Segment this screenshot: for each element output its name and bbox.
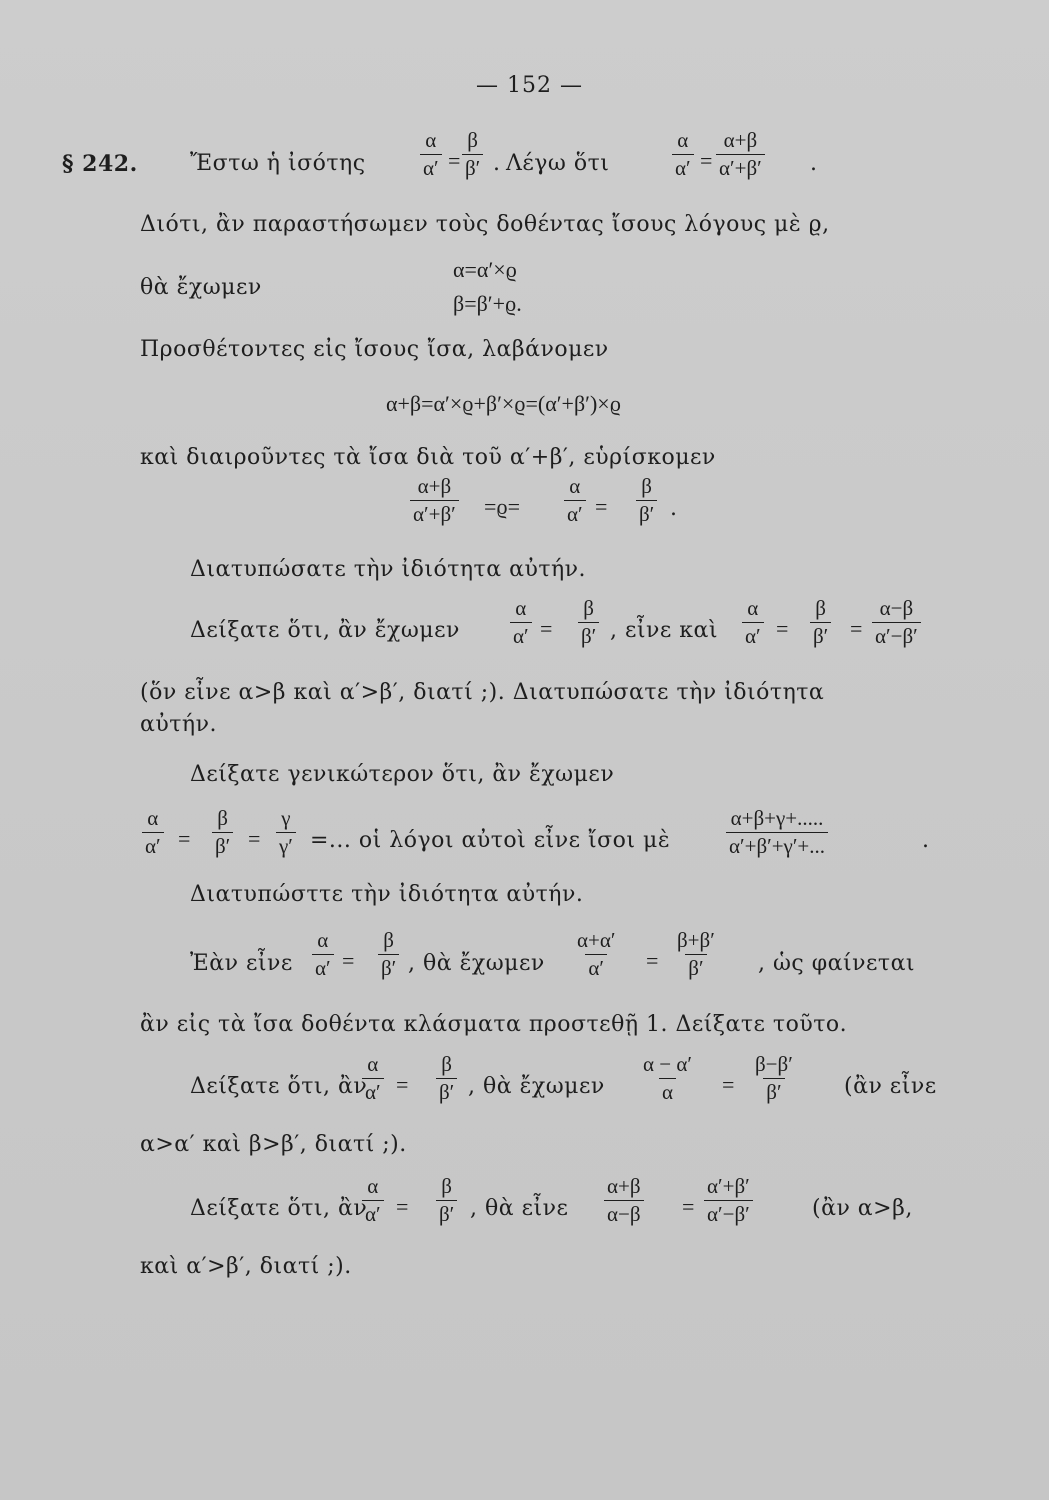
equals-sign: = [700,148,713,173]
fraction: $\frac{\beta}{\beta'}$ [436,1054,457,1103]
fraction: $\frac{\alpha-\beta}{\alpha'-\beta'}$ [872,598,921,647]
fraction: $\frac{\alpha}{\alpha'}$ [420,130,442,179]
equation: α+β=α′×ϱ+β′×ϱ=(α′+β′)×ϱ [386,391,621,416]
section-number: § 242. [62,151,138,177]
section-intro: Ἔστω ἡ ἰσότης [190,151,366,176]
fraction: $\frac{\beta}{\beta'}$ [578,598,599,647]
paragraph-line: Δείξατε γενικώτερον ὅτι, ἂν ἔχωμεν [190,762,615,787]
equals-sign: = [776,616,789,641]
equals-sign: = [396,1194,409,1219]
paragraph-line: αὐτήν. [140,712,217,737]
connector-text: Ἐὰν εἶνε [190,951,293,976]
fraction: $\frac{\beta-\beta'}{\beta'}$ [755,1052,793,1104]
equals-sign: = [178,826,191,851]
punctuation: . [810,151,818,176]
punctuation: . [922,828,930,853]
paragraph-line: Διατυπώσατε τὴν ἰδιότητα αὐτήν. [190,557,587,582]
fraction: $\frac{\alpha - \alpha'}{\alpha}$ [643,1052,692,1104]
fraction: $\frac{\beta}{\beta'}$ [212,808,233,857]
claim-text: Λέγω ὅτι [506,151,610,176]
connector-text: , θὰ ἔχωμεν [468,1074,605,1099]
connector-text: , ὡς φαίνεται [758,951,916,976]
fraction: $\frac{\alpha}{\alpha'}$ [742,598,764,647]
fraction: $\frac{\alpha+\alpha'}{\alpha'}$ [577,928,616,980]
equals-sign: = [396,1072,409,1097]
page-number: — 152 — [476,73,583,98]
equals-sign: = [248,826,261,851]
paragraph-line: θὰ ἔχωμεν [140,275,262,300]
equation: β=β′+ϱ. [453,291,522,316]
paragraph-line: καὶ α′>β′, διατί ;). [140,1254,352,1279]
fraction: $\frac{\alpha}{\alpha'}$ [510,598,532,647]
fraction: $\frac{\alpha+\beta}{\alpha'+\beta'}$ [410,476,459,525]
fraction: $\frac{\alpha'+\beta'}{\alpha'-\beta'}$ [704,1176,753,1225]
connector-text: (ἂν εἶνε [844,1074,937,1099]
fraction: $\frac{\gamma}{\gamma'}$ [276,808,296,857]
fraction: $\frac{\beta+\beta'}{\beta'}$ [677,928,715,980]
fraction: $\frac{\alpha+\beta+\gamma+.....}{\alpha'+\beta'+\gamma'+...}$ [726,808,828,857]
fraction: $\frac{\beta}{\beta'}$ [378,930,399,979]
paragraph-line: ἂν εἰς τὰ ἴσα δοθέντα κλάσματα προστεθῇ 1. Δείξατε τοῦτο. [140,1012,848,1037]
equals-sign: = [540,616,553,641]
equals-sign: = [850,616,863,641]
fraction: $\frac{\alpha}{\alpha'}$ [312,930,334,979]
paragraph-line: Προσθέτοντες εἰς ἴσους ἴσα, λαβάνομεν [140,337,609,362]
paragraph-line: (ὅν εἶνε α>β καὶ α′>β′, διατί ;). Διατυπώσατε τὴν ἰδιότητα [140,680,825,705]
connector-text: , εἶνε καὶ [610,618,719,643]
equals-sign: = [342,948,355,973]
connector-text: , θὰ εἶνε [470,1196,569,1221]
equals-sign: = [682,1194,695,1219]
connector-text: Δείξατε ὅτι, ἂν [190,1196,368,1221]
equals-sign: = [595,494,608,519]
punctuation: . [493,151,501,176]
connector-text: =... οἱ λόγοι αὐτοὶ εἶνε ἴσοι μὲ [310,828,671,853]
paragraph-line: α>α′ καὶ β>β′, διατί ;). [140,1132,407,1157]
fraction: $\frac{\alpha}{\alpha'}$ [362,1176,384,1225]
fraction: $\frac{\beta}{\beta'}$ [462,130,483,179]
connector-text: , θὰ ἔχωμεν [408,951,545,976]
fraction: $\frac{\alpha+\beta}{\alpha-\beta}$ [604,1176,644,1225]
fraction: $\frac{\alpha}{\alpha'}$ [362,1054,384,1103]
fraction: $\frac{\beta}{\beta'}$ [810,598,831,647]
fraction: $\frac{\alpha}{\alpha'}$ [672,130,694,179]
paragraph-line: Δείξατε ὅτι, ἂν ἔχωμεν [190,618,460,643]
paragraph-line: Διατυπώσττε τὴν ἰδιότητα αὐτήν. [190,882,584,907]
paragraph-line: Διότι, ἂν παραστήσωμεν τοὺς δοθέντας ἴσους λόγους μὲ ϱ, [140,212,830,237]
equals-sign: = [722,1072,735,1097]
fraction: $\frac{\beta}{\beta'}$ [636,476,657,525]
connector-text: (ἂν α>β, [812,1196,913,1221]
paragraph-line: καὶ διαιροῦντες τὰ ἴσα διὰ τοῦ α′+β′, εὑρίσκομεν [140,445,716,470]
fraction: $\frac{\alpha+\beta}{\alpha'+\beta'}$ [716,130,765,179]
connector-text: Δείξατε ὅτι, ἂν [190,1074,368,1099]
equals-sign: = [448,148,461,173]
equals-sign: = [646,948,659,973]
fraction: $\frac{\alpha}{\alpha'}$ [564,476,586,525]
fraction: $\frac{\beta}{\beta'}$ [436,1176,457,1225]
equation-fragment: =ϱ= [484,494,521,519]
punctuation: . [670,496,678,521]
equation: α=α′×ϱ [453,257,517,282]
fraction: $\frac{\alpha}{\alpha'}$ [142,808,164,857]
